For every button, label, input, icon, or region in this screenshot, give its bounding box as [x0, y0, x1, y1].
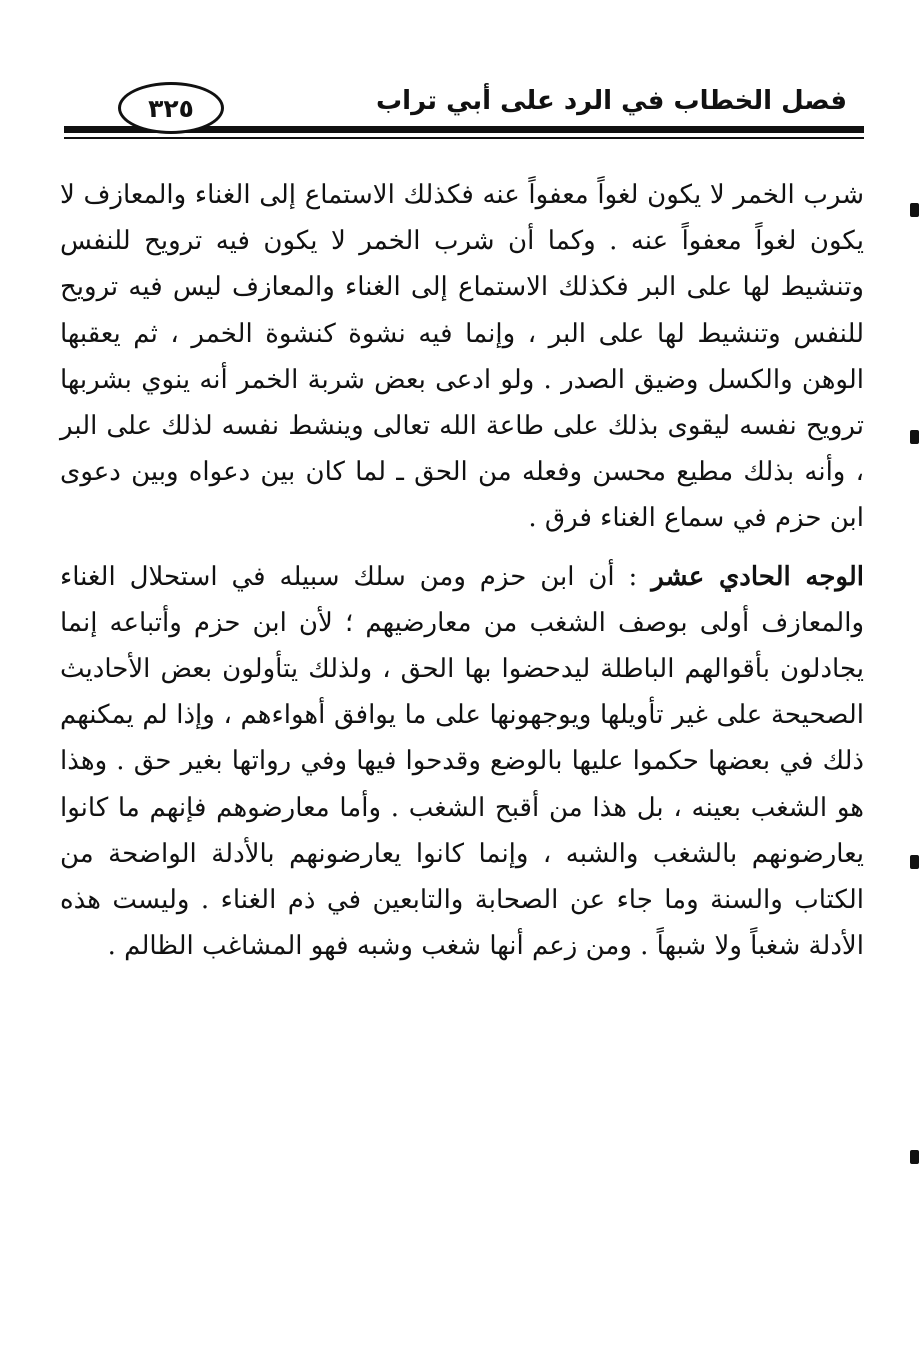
margin-scan-mark: [910, 430, 919, 444]
margin-scan-mark: [910, 1150, 919, 1164]
page-number-text: ٣٢٥: [148, 93, 194, 123]
section-lead-heading: الوجه الحادي عشر: [651, 561, 865, 592]
paragraph-2-text: : أن ابن حزم ومن سلك سبيله في استحلال الغناء والمعازف أولى بوصف الشغب من معارضيهم ؛ لأن ابن حزم وأتباعه إنما يجادلون بأقوالهم الباطلة ليدحضوا بها الحق ، ولذلك يتأولون بعض الأحاديث الصحيحة على غير تأويلها ويوجهونها على ما يوافق أهواءهم ، وإذا لم يمكنهم ذلك في بعضها حكموا عليها بالوضع وقدحوا فيها وفي رواتها بغير حق . وهذا هو الشغب بعينه ، بل هذا من أقبح الشغب . وأما معارضوهم فإنهم ما كانوا يعارضونهم بالشغب والشبه ، وإنما كانوا يعارضونهم بالأدلة الواضحة من الكتاب والسنة وما جاء عن الصحابة والتابعين في ذم الغناء . وليست هذه الأدلة شغباً ولا شبهاً . ومن زعم أنها شغب وشبه فهو المشاغب الظالم .: [60, 561, 864, 962]
paragraph-1: شرب الخمر لا يكون لغواً معفواً عنه فكذلك الاستماع إلى الغناء والمعازف لا يكون لغواً معفواً عنه . وكما أن شرب الخمر لا يكون فيه ترويح للنفس وتنشيط لها على البر فكذلك الاستماع إلى الغناء والمعازف ليس فيه ترويح للنفس وتنشيط لها على البر ، وإنما فيه نشوة كنشوة الخمر ، ثم يعقبها الوهن والكسل وضيق الصدر . ولو ادعى بعض شربة الخمر أنه ينوي بشربها ترويح نفسه ليقوى بذلك على طاعة الله تعالى وينشط نفسه لذلك على البر ، وأنه بذلك مطيع محسن وفعله من الحق ـ لما كان بين دعواه وبين دعوى ابن حزم في سماع الغناء فرق .: [60, 180, 864, 534]
paragraph-2: [60, 554, 864, 970]
running-header-title: فصل الخطاب في الرد على أبي تراب: [376, 86, 847, 116]
margin-scan-mark: [910, 203, 919, 217]
page-number: [118, 82, 224, 134]
page-body: [60, 172, 864, 969]
header-rule-thin: [64, 137, 864, 139]
margin-scan-mark: [910, 855, 919, 869]
